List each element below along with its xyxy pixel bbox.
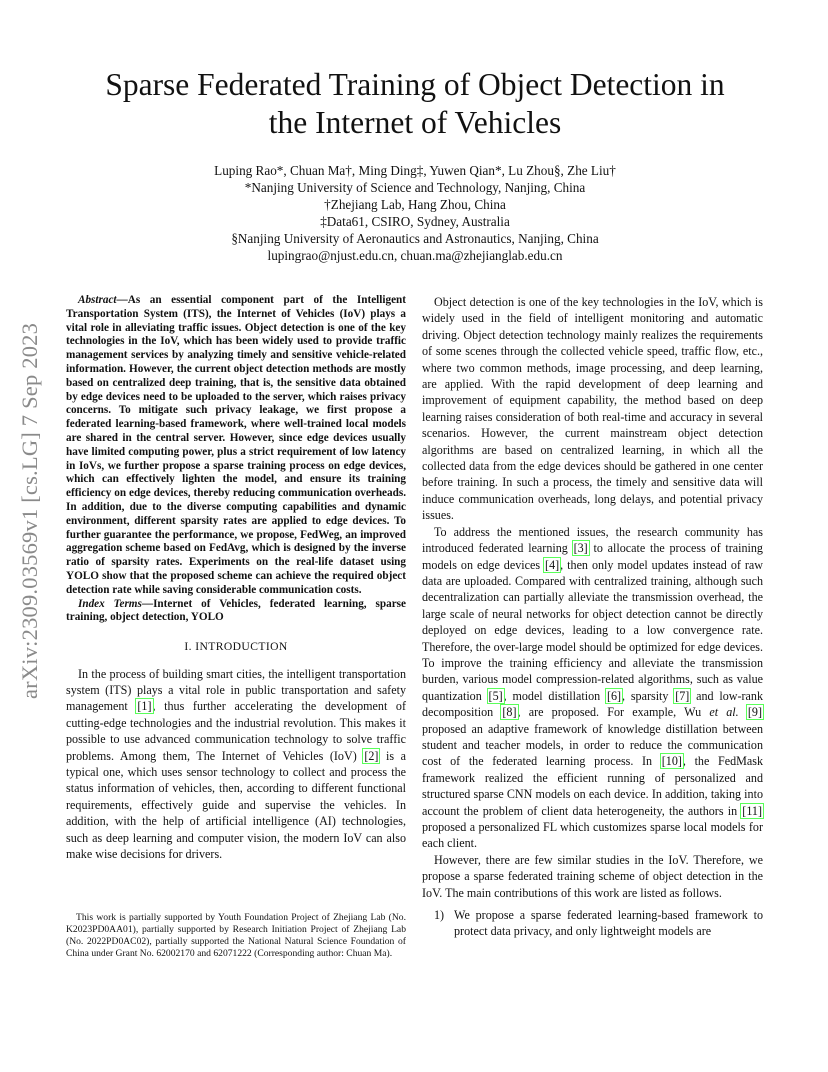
paper-title [60, 66, 770, 142]
right-column [422, 294, 763, 940]
contributions-list [422, 907, 763, 940]
citation-link[interactable]: [11] [742, 803, 762, 818]
title-line-1: Sparse Federated Training of Object Detection in [105, 67, 725, 102]
text-run: , then only model updates instead of raw data are uploaded. Compared with centralized training, although such decentralization can partially alleviate the transmission overhead, the large scale of neural networks for object detection cannot be directly deployed on edge devices, leading to a low convergence rate. Therefore, the over-large model should be optimized for edge devices. To improve the training efficiency and alleviate the transmission burden, various model compression-related algorithms, such as value quantization [422, 557, 763, 703]
citation-link[interactable]: [3] [573, 541, 588, 556]
text-run: In the process of building smart cities, the intelligent transportation system (ITS) plays a vital role in public transportation and safety management [66, 666, 406, 714]
citation-link[interactable]: [1] [137, 699, 152, 714]
author-block [60, 162, 770, 264]
text-run: , are proposed. For example, Wu [517, 705, 710, 720]
index-terms-lead: Index Terms [78, 597, 142, 610]
text-run: , sparsity [622, 688, 675, 703]
citation-link[interactable]: [6] [606, 688, 622, 703]
et-al: et al. [709, 705, 739, 720]
citation-link[interactable]: [4] [545, 557, 560, 572]
citation-link[interactable]: [7] [675, 688, 690, 703]
intro-paragraph-4: However, there are few similar studies in the IoV. Therefore, we propose a sparse federated training scheme of object detection in the IoV. The main contributions of this work are listed as follows. [422, 852, 763, 900]
list-item [422, 907, 763, 940]
title-line-2: the Internet of Vehicles [268, 105, 562, 140]
text-run: , thus further accelerating the development of cutting-edge technologies and the industrial revolution. This makes it possible to use advanced communication technology to solve traffic problems. Among them, The Internet of Vehicles (IoV) [66, 699, 407, 763]
text-run: , the FedMask framework realized the efficient running of personalized and structured sparse CNN models on each device. In addition, taking into account the problem of client data heterogeneity, the authors in [422, 754, 763, 818]
arxiv-sidebar-identifier [14, 296, 46, 726]
intro-paragraph-1 [66, 666, 406, 863]
section-heading-introduction: I. INTRODUCTION [184, 640, 288, 654]
abstract-lead: Abstract [78, 294, 117, 306]
affiliation-2: †Zhejiang Lab, Hang Zhou, China [324, 197, 506, 212]
abstract [66, 294, 406, 598]
left-column [66, 294, 406, 862]
citation-link[interactable]: [8] [502, 705, 517, 720]
text-run: , model distillation [503, 688, 606, 703]
text-run: proposed an adaptive framework of knowledge distillation between student and teacher models, in order to reduce the communication cost of the federated learning process. In [422, 721, 763, 769]
list-item-number: 1) [434, 908, 445, 923]
citation-link[interactable]: [5] [488, 688, 503, 703]
citation-link[interactable]: [2] [364, 748, 379, 763]
citation-link[interactable]: [10] [661, 754, 682, 769]
author-names: Luping Rao*, Chuan Ma†, Ming Ding‡, Yuwen Qian*, Lu Zhou§, Zhe Liu† [214, 163, 616, 178]
text-run: to allocate the process of training models on edge devices [422, 541, 763, 572]
text-run: To address the mentioned issues, the research community has introduced federated learning [422, 524, 763, 556]
index-terms-text: —Internet of Vehicles, federated learning, sparse training, object detection, YOLO [66, 597, 406, 624]
index-terms [66, 598, 406, 626]
affiliation-1: *Nanjing University of Science and Technology, Nanjing, China [244, 180, 586, 195]
affiliation-4: §Nanjing University of Aeronautics and Astronautics, Nanjing, China [231, 231, 599, 246]
list-item-text: We propose a sparse federated learning-based framework to protect data privacy, and only lightweight models are [454, 908, 763, 939]
text-run: is a typical one, which uses sensor technology to collect and process the status information of vehicles, then, according to different functional requirements, effectively guide and supervise the vehicles. In addition, with the help of artificial intelligence (AI) technologies, such as deep learning and computer vision, the modern IoV can also make wise decisions for drivers. [66, 748, 406, 861]
affiliation-3: ‡Data61, CSIRO, Sydney, Australia [320, 214, 510, 229]
author-emails: lupingrao@njust.edu.cn, chuan.ma@zhejianglab.edu.cn [267, 248, 563, 263]
funding-footnote [66, 912, 406, 960]
abstract-text: —As an essential component part of the Intelligent Transportation System (ITS), the Internet of Vehicles (IoV) plays a vital role in alleviating traffic issues. Object detection is one of the key technologies in the IoV, which has been widely used to provide traffic management services by analyzing timely and sensitive vehicle-related information. However, the current object detection methods are mostly based on centralized deep training, that is, the sensitive data obtained by edge devices need to be uploaded to the server, which raises privacy concerns. To mitigate such privacy leakage, we first propose a federated learning-based framework, where well-trained local models are shared in the central server. However, since edge devices usually have limited computing power, plus a strict requirement of low latency in IoVs, we further propose a sparse training process on edge devices, which can effectively lighten the model, and ensure its training efficiency on edge devices, thereby reducing communication overheads. In addition, due to the diverse computing capabilities and dynamic environment, different sparsity rates are applied to edge devices. To further guarantee the performance, we propose, FedWeg, an improved aggregation scheme based on FedAvg, which is designed by the inverse ratio of sparsity rates. Experiments on the real-life dataset using YOLO show that the proposed scheme can achieve the required object detection rate while saving considerable communication costs. [66, 294, 406, 596]
intro-paragraph-2: Object detection is one of the key technologies in the IoV, which is widely used in the field of intelligent monitoring and automatic driving. Object detection technology mainly realizes the requirements of some scenes through the collected vehicle speed, traffic flow, etc., where two common methods, image processing, and deep learning, are applied. With the rapid development of deep learning and improvement of equipment capability, the method based on deep learning raises consideration of both real-time and accuracy in several scenarios. However, the current mainstream object detection algorithms are based on centralized learning, in which all the collected data from the edge devices should be gathered in one center before training. In such a process, the timely and sensitive data will induce communication overheads, long delays, and potential privacy issues. [422, 295, 763, 523]
citation-link[interactable]: [9] [747, 705, 763, 720]
arxiv-id-text: arXiv:2309.03569v1 [cs.LG] 7 Sep 2023 [17, 322, 43, 700]
text-run: proposed a personalized FL which customizes sparse local models for each client. [422, 820, 763, 851]
intro-paragraph-3 [422, 524, 763, 852]
text-run: and low-rank decomposition [422, 688, 763, 720]
footnote-text: This work is partially supported by Youth Foundation Project of Zhejiang Lab (No. K2023PD0AA01), partially supported by Research Initiation Project of Zhejiang Lab (No. 2022PD0AC02), partially supported the National Natural Science Foundation of China under Grant No. 62002170 and 62071222 (Corresponding author: Chuan Ma). [66, 912, 406, 959]
